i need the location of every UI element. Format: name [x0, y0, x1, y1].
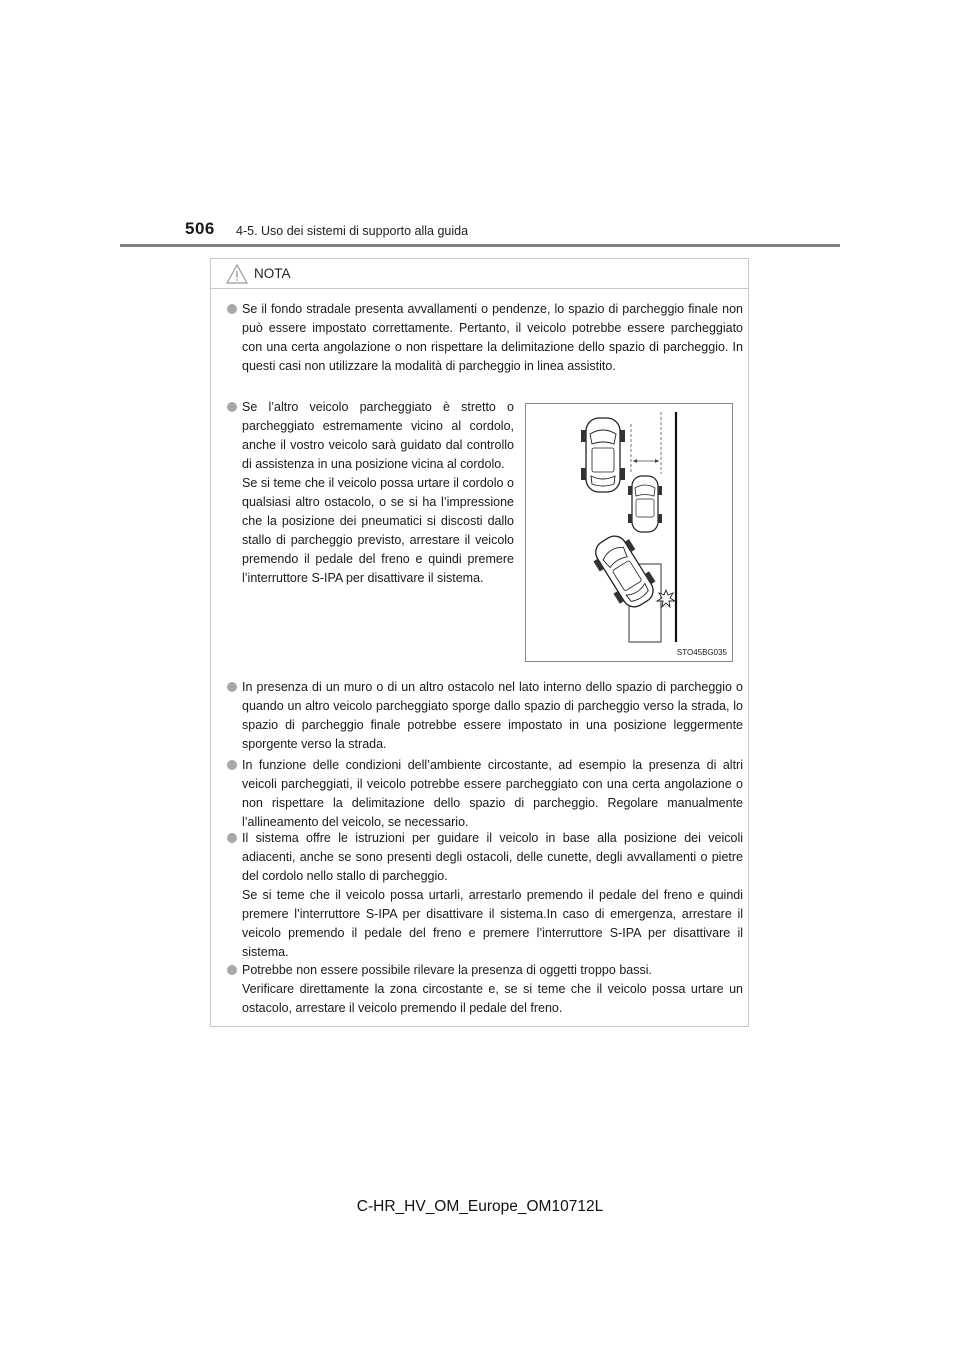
page-number: 506 — [185, 219, 215, 238]
nota-header — [211, 259, 748, 289]
parked-car-icon — [628, 476, 662, 532]
footer-doc-id: C-HR_HV_OM_Europe_OM10712L — [356, 1198, 604, 1215]
bullet-icon — [227, 402, 237, 412]
nota-item — [211, 961, 743, 1018]
nota-item — [211, 300, 743, 376]
parked-car-icon — [581, 418, 625, 492]
bullet-icon — [227, 965, 237, 975]
section-title: 4-5. Uso dei sistemi di supporto alla guida — [236, 224, 469, 238]
nota-item-text: In funzione delle condizioni dell’ambiente circostante, ad esempio la presenza di altri veicoli parcheggiati, il veicolo potrebbe essere parcheggiato con una certa angolazione o non rispettare la delimitazione dello spazio di parcheggio. Regolare manualmente l’allineamento del veicolo, se necessario. — [242, 758, 743, 829]
nota-item — [211, 829, 743, 962]
header-divider — [120, 244, 840, 247]
nota-item — [211, 756, 743, 832]
nota-title: NOTA — [254, 266, 291, 281]
nota-item-text: Il sistema offre le istruzioni per guidare il veicolo in base alla posizione dei veicoli adiacenti, anche se sono presenti degli ostacoli, delle cunette, degli avvallamenti o pietre del cordolo nello stallo di parcheggio. Se si teme che il veicolo possa urtarli, arrestarlo premendo il pedale del freno e quindi premere l’interruttore S-IPA per disattivare il sistema.In caso di emergenza, arrestare il veicolo premendo il pedale del freno e premere l’interruttore S-IPA per disattivare il sistema. — [242, 831, 743, 959]
nota-item-text: In presenza di un muro o di un altro ostacolo nel lato interno dello spazio di parcheggio o quando un altro veicolo parcheggiato sporge dallo spazio di parcheggio verso la strada, lo spazio di parcheggio finale potrebbe essere impostato in una posizione leggermente sporgente verso la strada. — [242, 680, 743, 751]
figure-code: STO45BG035 — [676, 648, 727, 657]
nota-item-text: Se l’altro veicolo parcheggiato è stretto o parcheggiato estremamente vicino al cordolo, anche il vostro veicolo sarà guidato dal controllo di assistenza in una posizione vicina al cordolo. Se si teme che il veicolo possa urtare il cordolo o qualsiasi altro ostacolo, o se si ha l’impressione che la posizione dei pneumatici si discosti dallo stallo di parcheggio previsto, arrestare il veicolo premendo il pedale del freno e quindi premere l’interruttore S-IPA per disattivare il sistema. — [242, 400, 514, 585]
bullet-icon — [227, 833, 237, 843]
bullet-icon — [227, 760, 237, 770]
bullet-icon — [227, 682, 237, 692]
parking-illustration — [525, 403, 733, 662]
moving-car-icon — [587, 529, 662, 614]
nota-item — [211, 678, 743, 754]
impact-star-icon — [657, 590, 675, 607]
nota-item — [211, 398, 514, 588]
warning-triangle-icon — [226, 264, 248, 284]
parking-diagram — [526, 404, 732, 661]
bullet-icon — [227, 304, 237, 314]
nota-item-text: Potrebbe non essere possibile rilevare la presenza di oggetti troppo bassi. Verificare direttamente la zona circostante e, se si teme che il veicolo possa urtare un ostacolo, arrestare il veicolo premendo il pedale del freno. — [242, 963, 743, 1015]
nota-item-text: Se il fondo stradale presenta avvallamenti o pendenze, lo spazio di parcheggio finale non può essere impostato correttamente. Pertanto, il veicolo potrebbe essere parcheggiato con una certa angolazione o non rispettare la delimitazione dello spazio di parcheggio. In questi casi non utilizzare la modalità di parcheggio in linea assistito. — [242, 302, 743, 373]
